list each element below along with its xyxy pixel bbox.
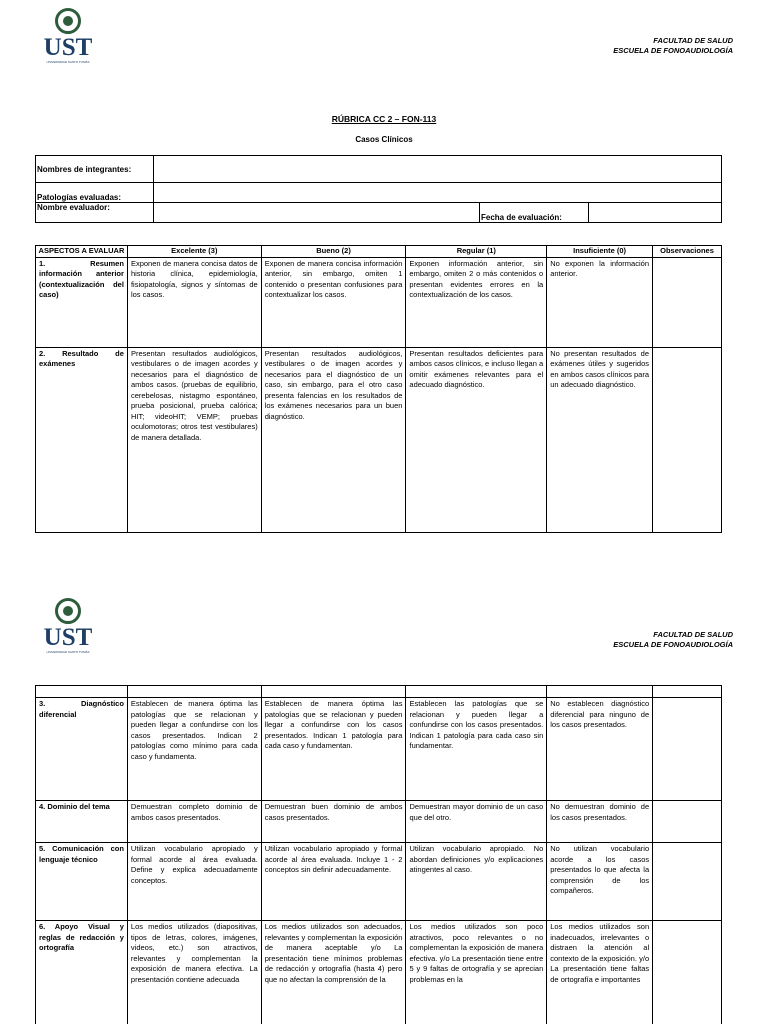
- logo-text: UST: [43, 34, 93, 61]
- bueno-cell: Los medios utilizados son adecuados, relevantes y complementan la exposición de manera aceptable y/o La presentación tiene mínimos problemas de redacción y ortografía (hasta 4) pero que no afectan la comprensión de la: [261, 921, 406, 1024]
- bueno-cell: Utilizan vocabulario apropiado y formal acorde al área evaluada. Incluye 1 - 2 conceptos sin definir adecuadamente.: [261, 843, 406, 921]
- regular-cell: Presentan resultados deficientes para ambos casos clínicos, e incluso llegan a omitir exámenes relevantes para el adecuado diagnóstico.: [406, 347, 547, 532]
- excelente-cell: Presentan resultados audiológicos, vestibulares o de imagen acordes y necesarios para el diagnóstico de ambos casos. (pruebas de equilibrio, cerebelosas, nistagmo espontáneo, prueba posicional, prueba calórica; HIT; videoHIT; VEMP; pruebas oculomotoras; otros test vestibulares) de manera detallada.: [127, 347, 261, 532]
- ust-logo: [42, 8, 94, 64]
- rubric-table-2: [35, 685, 722, 1024]
- names-field[interactable]: [154, 156, 722, 183]
- evaluator-field[interactable]: [154, 203, 480, 223]
- table-row: [36, 921, 722, 1024]
- bueno-cell: Establecen de manera óptima las patologías que se relacionan y pueden llegar a confundirse con los casos presentados. Indican 1 patología para cada caso y fundamentan.: [261, 698, 406, 801]
- pathologies-label: Patologías evaluadas:: [36, 183, 154, 203]
- info-table: [35, 155, 722, 223]
- date-field[interactable]: [589, 203, 722, 223]
- bueno-cell: Demuestran buen dominio de ambos casos presentados.: [261, 801, 406, 843]
- date-label: Fecha de evaluación:: [480, 203, 589, 223]
- insuficiente-cell: No demuestran dominio de los casos presentados.: [547, 801, 653, 843]
- observaciones-cell[interactable]: [653, 257, 722, 347]
- col-excelente: Excelente (3): [127, 246, 261, 258]
- faculty-header: [613, 36, 733, 56]
- col-aspects: ASPECTOS A EVALUAR: [36, 246, 128, 258]
- regular-cell: Los medios utilizados son poco atractivos, poco relevantes o no complementan la exposición de manera efectiva. y/o La presentación tiene entre 5 y 9 faltas de ortografía y se aprecian problemas en la: [406, 921, 547, 1024]
- faculty-name: FACULTAD DE SALUD: [653, 36, 733, 45]
- aspect-cell: 1. Resumen información anterior (contextualización del caso): [36, 257, 128, 347]
- university-seal-icon: [55, 598, 81, 624]
- col-bueno: Bueno (2): [261, 246, 406, 258]
- ust-logo: [42, 598, 94, 654]
- bueno-cell: Presentan resultados audiológicos, vestibulares o de imagen acordes y necesarios para el diagnóstico de un caso, sin embargo, para el otro caso presenta falencias en los resultados de los exámenes necesarios para un buen diagnóstico.: [261, 347, 406, 532]
- evaluator-label: Nombre evaluador:: [36, 203, 154, 223]
- aspect-cell: 3. Diagnóstico diferencial: [36, 698, 128, 801]
- insuficiente-cell: Los medios utilizados son inadecuados, irrelevantes o distraen la atención al contexto de la exposición. y/o La presentación tiene faltas de ortografía e importantes: [547, 921, 653, 1024]
- document-subtitle: Casos Clínicos: [355, 135, 413, 144]
- table-row: [36, 801, 722, 843]
- observaciones-cell[interactable]: [653, 347, 722, 532]
- excelente-cell: Exponen de manera concisa datos de historia clínica, epidemiología, fisiopatología, signos y síntomas de los casos.: [127, 257, 261, 347]
- excelente-cell: Los medios utilizados (diapositivas, tipos de letras, colores, imágenes, videos, etc.) son atractivos, relevantes y complementan la exposición de manera efectiva. La presentación contiene adecuada: [127, 921, 261, 1024]
- observaciones-cell[interactable]: [653, 801, 722, 843]
- table-row: [36, 257, 722, 347]
- insuficiente-cell: No exponen la información anterior.: [547, 257, 653, 347]
- rubric-table-1: [35, 245, 722, 533]
- university-seal-icon: [55, 8, 81, 34]
- observaciones-cell[interactable]: [653, 698, 722, 801]
- col-observaciones: Observaciones: [653, 246, 722, 258]
- logo-subtext: UNIVERSIDAD SANTO TOMÁS: [46, 650, 90, 654]
- logo-text: UST: [43, 624, 93, 651]
- regular-cell: Utilizan vocabulario apropiado. No abordan definiciones y/o explicaciones atingentes al caso.: [406, 843, 547, 921]
- faculty-header: [613, 630, 733, 650]
- observaciones-cell[interactable]: [653, 843, 722, 921]
- aspect-cell: 4. Dominio del tema: [36, 801, 128, 843]
- excelente-cell: Demuestran completo dominio de ambos casos presentados.: [127, 801, 261, 843]
- table-row: [36, 698, 722, 801]
- logo-subtext: UNIVERSIDAD SANTO TOMÁS: [46, 60, 90, 64]
- col-insuficiente: Insuficiente (0): [547, 246, 653, 258]
- aspect-cell: 2. Resultado de exámenes: [36, 347, 128, 532]
- regular-cell: Demuestran mayor dominio de un caso que del otro.: [406, 801, 547, 843]
- table-row: [36, 843, 722, 921]
- page-2: [0, 590, 768, 1024]
- school-name: ESCUELA DE FONOAUDIOLOGÍA: [613, 640, 733, 649]
- insuficiente-cell: No presentan resultados de exámenes útiles y sugeridos en ambos casos clínicos para un adecuado diagnóstico.: [547, 347, 653, 532]
- document-title: RÚBRICA CC 2 – FON-113: [331, 114, 437, 124]
- names-label: Nombres de integrantes:: [36, 156, 154, 183]
- school-name: ESCUELA DE FONOAUDIOLOGÍA: [613, 46, 733, 55]
- bueno-cell: Exponen de manera concisa información anterior, sin embargo, omiten 1 contenido o presentan confusiones para contextualizar los casos.: [261, 257, 406, 347]
- insuficiente-cell: No establecen diagnóstico diferencial para ninguno de los casos presentados.: [547, 698, 653, 801]
- regular-cell: Establecen las patologías que se relacionan y pueden llegar a confundirse con los casos presentados. Indican 1 patología para cada caso sin fundamentar.: [406, 698, 547, 801]
- insuficiente-cell: No utilizan vocabulario acorde a los casos presentados lo que afecta la comprensión de los compañeros.: [547, 843, 653, 921]
- col-regular: Regular (1): [406, 246, 547, 258]
- excelente-cell: Establecen de manera óptima las patologías que se relacionan y pueden llegar a confundirse con los casos presentados. Indican 2 patologías como mínimo para cada caso y fundamenta.: [127, 698, 261, 801]
- observaciones-cell[interactable]: [653, 921, 722, 1024]
- excelente-cell: Utilizan vocabulario apropiado y formal acorde al área evaluada. Define y explica adecuadamente conceptos.: [127, 843, 261, 921]
- table-row: [36, 347, 722, 532]
- faculty-name: FACULTAD DE SALUD: [653, 630, 733, 639]
- regular-cell: Exponen información anterior, sin embargo, omiten 2 o más contenidos o presentan evidentes errores en la contextualización de los casos.: [406, 257, 547, 347]
- pathologies-field[interactable]: [154, 183, 722, 203]
- aspect-cell: 5. Comunicación con lenguaje técnico: [36, 843, 128, 921]
- aspect-cell: 6. Apoyo Visual y reglas de redacción y ortografía: [36, 921, 128, 1024]
